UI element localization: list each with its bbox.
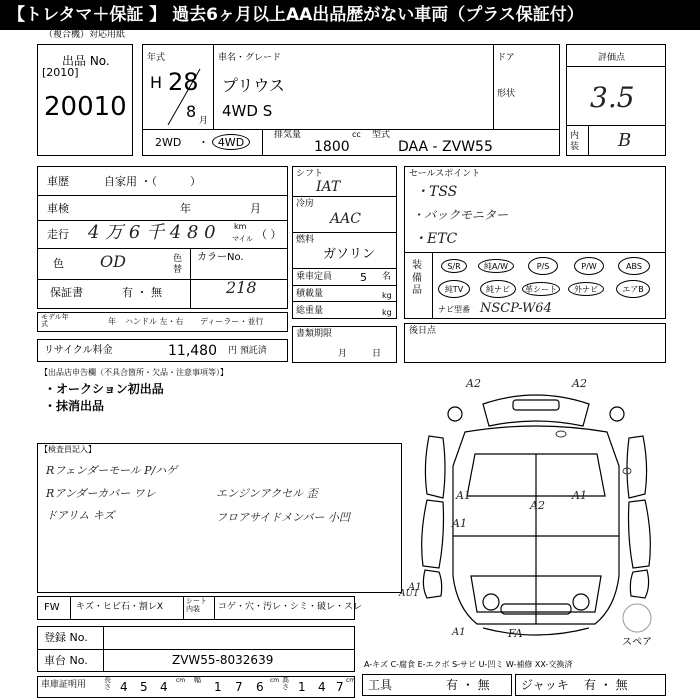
shift-label: シフト — [296, 169, 324, 179]
drive-4wd: 4WD — [212, 134, 250, 150]
cert-len-3: 4 — [160, 680, 168, 694]
model-year-label: モデル年式 — [41, 313, 69, 328]
cert-length: 長さ — [104, 676, 111, 691]
divider — [70, 597, 71, 619]
inspection-month: 月 — [250, 202, 261, 215]
deadline-label: 書類期限 — [296, 329, 333, 339]
equip-pw: P/W — [574, 257, 604, 275]
model-name: プリウス — [222, 76, 285, 95]
damage-mark: A1 — [408, 582, 422, 593]
divider — [588, 125, 589, 155]
mileage-mile: マイル — [232, 235, 253, 243]
lot-small: [2010] — [42, 66, 79, 79]
displacement-unit: cc — [352, 130, 361, 139]
color-label: 色 — [53, 257, 64, 270]
divider — [293, 196, 396, 197]
shape-label: 形状 — [497, 89, 516, 99]
type-label: 型式 — [372, 130, 391, 140]
divider — [38, 195, 287, 196]
seat-label: シート内装 — [186, 597, 207, 613]
jack-label: ジャッキ — [521, 678, 569, 692]
damage-mark: FA — [508, 627, 523, 640]
divider — [213, 45, 214, 129]
legend: A-キズ C-腐食 E-エクボ S-サビ U-凹ミ W-補修 XX-交換済 — [364, 660, 573, 669]
navi-value: NSCP-W64 — [480, 301, 552, 316]
model-year-year: 年 — [108, 317, 116, 326]
inspection-label: 車検 — [47, 202, 69, 215]
inspector-label: 【検査員記入】 — [40, 445, 96, 454]
drive-sep: ・ — [198, 136, 209, 149]
capacity-unit: 名 — [382, 272, 392, 282]
divider — [293, 301, 396, 302]
color-no-label: カラーNo. — [197, 252, 244, 263]
divider — [103, 627, 104, 671]
sales-points-label: セールスポイント — [409, 169, 481, 179]
year-month: 8 — [186, 102, 197, 121]
divider — [190, 249, 191, 308]
cert-unit-2: cm — [270, 677, 280, 684]
seat-text: コゲ・穴・汚レ・シミ・破レ・スレ — [218, 602, 363, 612]
model-grade: 4WD S — [222, 102, 273, 120]
equip-sr: S/R — [441, 259, 467, 273]
cert-len-1: 4 — [120, 680, 128, 694]
gross-unit: kg — [382, 308, 392, 317]
color-no-value: 218 — [226, 278, 257, 297]
inspector-right-2: フロアサイドメンバー 小凹 — [216, 511, 350, 524]
inspection-year: 年 — [180, 202, 191, 215]
model-year-dealer: ディーラー・並行 — [200, 317, 264, 326]
load-label: 積載量 — [296, 289, 324, 299]
cert-hei-3: 7 — [336, 680, 344, 694]
cert-width: 幅 — [194, 676, 201, 684]
displacement-label: 排気量 — [274, 130, 302, 140]
cert-wid-2: 7 — [235, 680, 243, 694]
damage-mark: A2 — [572, 377, 587, 390]
capacity-label: 乗車定員 — [296, 272, 333, 282]
divider — [143, 129, 559, 130]
divider — [432, 252, 433, 318]
deadline-day: 日 — [372, 349, 382, 359]
history-label: 車歴 — [47, 175, 69, 188]
inspector-right-1: エンジンアクセル 歪 — [216, 487, 318, 500]
banner: 【トレタマ＋保証 】 過去6ヶ月以上AA出品歴がない車両（プラス保証付） — [0, 0, 700, 30]
displacement-value: 1800 — [314, 139, 350, 155]
damage-mark: AU1 — [399, 589, 419, 599]
divider — [293, 285, 396, 286]
fuel-value: ガソリン — [323, 247, 376, 262]
equip-abs: ABS — [618, 257, 650, 275]
equipment-label: 装備品 — [412, 260, 422, 296]
equip-leather: 革シート — [522, 282, 560, 296]
year-label: 年式 — [147, 53, 166, 63]
cert-height: 高さ — [282, 676, 289, 691]
aircon-label: 冷房 — [296, 199, 315, 209]
cert-unit-1: cm — [176, 677, 186, 684]
seller-notes-label: 【出品店申告欄（不具合箇所・欠品・注意事項等）】 — [40, 368, 228, 377]
inspector-left-3: ドアリム キズ — [46, 509, 115, 522]
cert-unit-3: cm — [346, 677, 356, 684]
sales-point-1: ・TSS — [415, 184, 458, 200]
recycle-unit: 円 預託済 — [228, 346, 267, 356]
equip-ps: P/S — [528, 257, 558, 275]
aircon-value: AAC — [330, 211, 361, 227]
spare-label: スペア — [622, 637, 652, 648]
warranty-label: 保証書 — [50, 286, 83, 299]
divider — [567, 125, 665, 126]
cert-hei-2: 4 — [318, 680, 326, 694]
cert-wid-1: 1 — [214, 680, 222, 694]
seller-note-1: ・オークション初出品 — [44, 382, 164, 396]
equip-aw: 純A/W — [478, 259, 514, 273]
tools-value: 有 ・ 無 — [446, 678, 490, 692]
score-label: 評価点 — [598, 53, 626, 63]
reg-no-label: 登録 No. — [44, 631, 88, 644]
damage-mark: A2 — [530, 499, 545, 512]
tools-label: 工具 — [368, 678, 393, 692]
interior-label: 内装 — [570, 131, 580, 152]
chassis-value: ZVW55-8032639 — [172, 653, 274, 667]
car-diagram — [405, 376, 667, 656]
chassis-label: 車台 No. — [44, 654, 88, 667]
equip-airbag: エアB — [616, 280, 650, 298]
history-value: 自家用 ・（ ） — [104, 175, 201, 188]
equip-tv: 純TV — [438, 280, 470, 298]
year-era: H — [150, 73, 163, 92]
capacity-value: 5 — [360, 271, 367, 284]
damage-mark: A2 — [466, 377, 481, 390]
color-change-label: 色替 — [173, 254, 183, 275]
lot-number: 20010 — [44, 92, 127, 122]
seller-note-2: ・抹消出品 — [44, 399, 105, 413]
deadline-month: 月 — [338, 349, 348, 359]
door-label: ドア — [497, 53, 515, 63]
recycle-label: リサイクル料金 — [44, 345, 113, 356]
sales-point-2: ・バックモニター — [412, 208, 509, 222]
shift-value: IAT — [316, 179, 341, 195]
fw-text: キズ・ヒビ石・割レX — [76, 602, 163, 612]
divider — [493, 45, 494, 129]
lot-label: 出品 No. — [62, 54, 110, 68]
inspector-left-1: Rフェンダーモール P/ハゲ — [46, 464, 178, 477]
fw-label: FW — [44, 602, 60, 613]
load-unit: kg — [382, 291, 392, 300]
jack-value: 有 ・ 無 — [584, 678, 628, 692]
post-inspection-label: 後日点 — [409, 326, 437, 336]
divider — [293, 268, 396, 269]
cert-len-2: 5 — [140, 680, 148, 694]
damage-mark: A1 — [456, 489, 471, 502]
damage-mark: A1 — [572, 489, 587, 502]
divider — [38, 248, 287, 249]
mileage-note: （ ） — [256, 228, 282, 241]
warranty-value: 有 ・ 無 — [122, 286, 162, 299]
divider — [567, 66, 665, 67]
recycle-value: 11,480 — [168, 343, 217, 359]
mileage-label: 走行 — [47, 228, 69, 241]
gross-label: 総重量 — [296, 306, 324, 316]
sub-note: （複合機）対応用紙 — [44, 30, 126, 40]
damage-mark: A1 — [452, 627, 466, 638]
divider — [214, 597, 215, 619]
inspector-left-2: Rアンダーカバー ワレ — [46, 487, 156, 500]
cert-wid-3: 6 — [256, 680, 264, 694]
divider — [293, 232, 396, 233]
drive-2wd: 2WD — [155, 136, 182, 149]
cert-label: 車庫証明用 — [41, 680, 87, 690]
post-inspection-box — [404, 323, 666, 363]
year-month-unit: 月 — [199, 116, 209, 126]
sales-point-3: ・ETC — [413, 231, 458, 247]
divider — [262, 130, 263, 155]
interior-value: B — [618, 130, 632, 151]
mileage-km: km — [234, 222, 247, 231]
model-label: 車名・グレード — [218, 53, 282, 63]
cert-hei-1: 1 — [298, 680, 306, 694]
divider — [405, 252, 665, 253]
year-value: 28 — [168, 68, 199, 96]
mileage-value: 4 万 6 千 4 8 0 — [88, 222, 216, 243]
type-value: DAA - ZVW55 — [398, 139, 493, 155]
fuel-label: 燃料 — [296, 235, 315, 245]
model-year-handle: ハンドル 左・右 — [125, 317, 184, 326]
divider — [38, 649, 354, 650]
color-value: OD — [100, 252, 126, 271]
divider — [183, 597, 184, 619]
divider — [38, 220, 287, 221]
equip-navi: 純ナビ — [480, 280, 516, 298]
damage-mark: A1 — [452, 517, 467, 530]
score-value: 3.5 — [590, 81, 635, 114]
equip-ext-navi: 外ナビ — [568, 282, 604, 296]
navi-label: ナビ型番 — [438, 305, 470, 314]
